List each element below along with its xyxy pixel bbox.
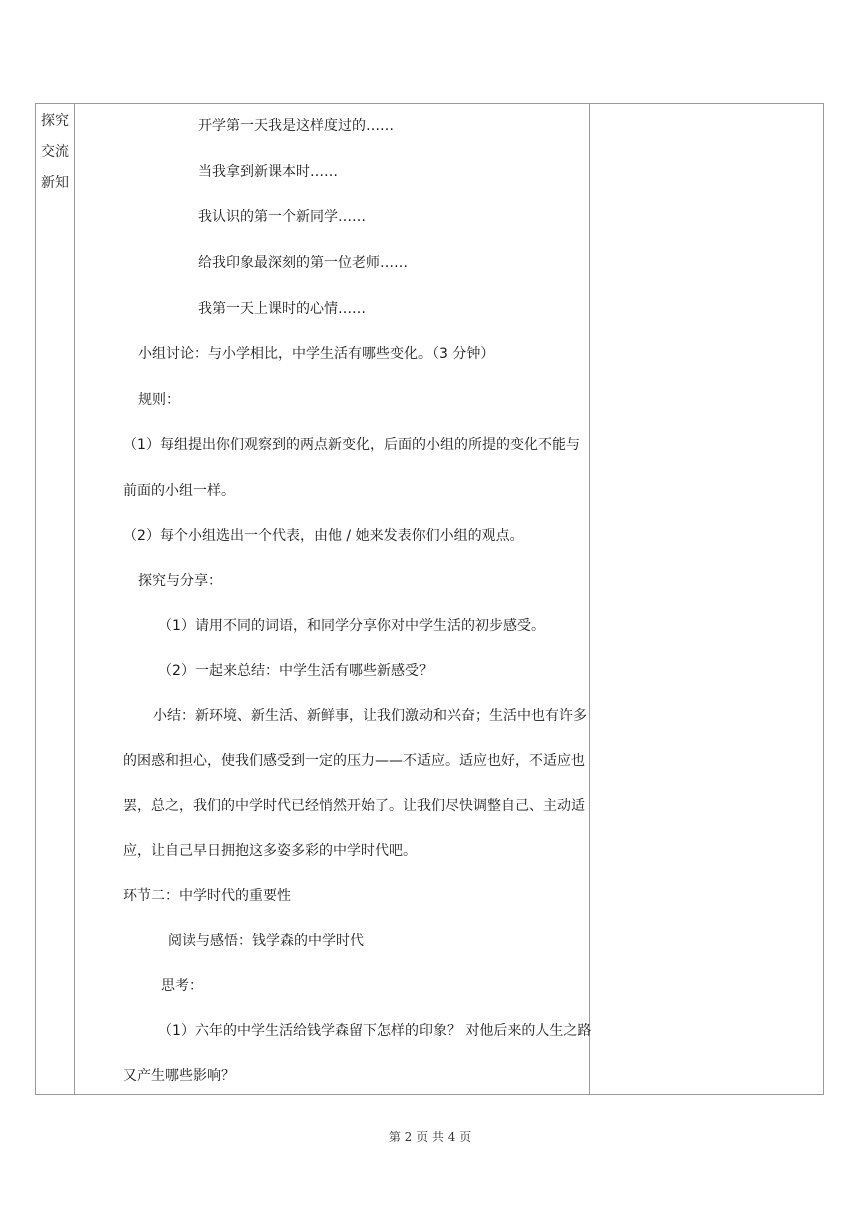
explore-item-1: （1）请用不同的词语，和同学分享你对中学生活的初步感受。 [158, 618, 545, 634]
page-footer: 第 2 页 共 4 页 [388, 1130, 472, 1144]
section-label-line: 探究 [41, 113, 70, 129]
prompt-first-classmate: 我认识的第一个新同学…… [198, 209, 367, 225]
summary-line-2: 的困惑和担心，使我们感受到一定的压力——不适应。适应也好，不适应也 [123, 753, 586, 769]
table-row [36, 104, 824, 1095]
group-discussion-heading: 小组讨论：与小学相比，中学生活有哪些变化。（3 分钟） [138, 346, 495, 362]
reading-heading: 阅读与感悟：钱学森的中学时代 [168, 933, 365, 949]
rules-heading: 规则： [138, 392, 181, 408]
think-question-line-2: 又产生哪些影响？ [123, 1068, 236, 1084]
section-label-cell [36, 104, 75, 1095]
summary-line-3: 罢，总之，我们的中学时代已经悄然开始了。让我们尽快调整自己、主动适 [123, 798, 586, 814]
section-label-line: 交流 [41, 144, 70, 160]
lesson-plan-table [35, 103, 824, 1095]
explore-item-2: （2）一起来总结：中学生活有哪些新感受？ [158, 663, 433, 679]
section-2-heading: 环节二：中学时代的重要性 [123, 888, 292, 904]
notes-cell [589, 104, 823, 1095]
rule-2: （2）每个小组选出一个代表，由他 / 她来发表你们小组的观点。 [123, 528, 524, 544]
summary-line-4: 应，让自己早日拥抱这多姿多彩的中学时代吧。 [123, 843, 418, 859]
rule-1-line-2: 前面的小组一样。 [123, 483, 236, 499]
prompt-first-day: 开学第一天我是这样度过的…… [198, 118, 395, 134]
prompt-first-class-mood: 我第一天上课时的心情…… [198, 301, 367, 317]
prompt-new-textbook: 当我拿到新课本时…… [198, 164, 339, 180]
summary-line-1: 小结：新环境、新生活、新鲜事，让我们激动和兴奋；生活中也有许多 [153, 708, 588, 724]
think-question-line-1: （1）六年的中学生活给钱学森留下怎样的印象？ 对他后来的人生之路 [158, 1023, 592, 1039]
section-label-line: 新知 [41, 175, 70, 191]
rule-1-line-1: （1）每组提出你们观察到的两点新变化，后面的小组的所提的变化不能与 [123, 437, 580, 453]
lesson-content-cell [75, 104, 590, 1095]
explore-share-heading: 探究与分享： [138, 573, 223, 589]
think-heading: 思考： [161, 978, 204, 994]
prompt-first-teacher: 给我印象最深刻的第一位老师…… [198, 255, 409, 271]
